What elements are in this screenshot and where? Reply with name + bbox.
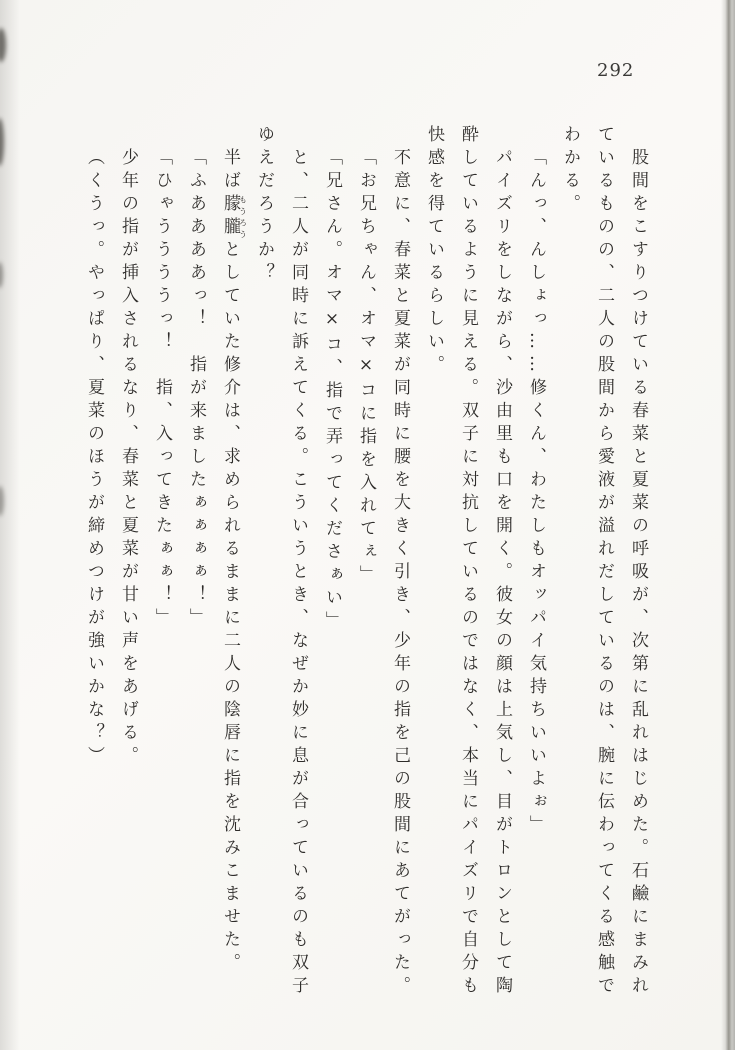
- text-line: ているものの、二人の股間から愛液が溢れだしているのは、腕に伝わってくる感触で: [594, 125, 614, 999]
- text-line: 「ひゃううううっ！ 指、入ってきたぁぁ！」: [152, 148, 172, 631]
- text-line: 「兄さん。オマ×コ、指で弄ってくださぁい」: [322, 148, 342, 634]
- text-line: パイズリをしながら、沙由里も口を開く。彼女の顔は上気し、目がトロンとして陶: [492, 148, 512, 999]
- text-line: 酔しているように見える。双子に対抗しているのではなく、本当にパイズリで自分も: [458, 125, 478, 999]
- text-line: 「ふああああっ！ 指が来ましたぁぁぁぁ！」: [186, 148, 206, 631]
- page-number: 292: [597, 60, 635, 81]
- binding-shadow: [0, 0, 20, 1050]
- text-line: 股間をこすりつけている春菜と夏菜の呼吸が、次第に乱れはじめた。石鹼にまみれ: [628, 148, 648, 999]
- vertical-text-block: [77, 125, 655, 1020]
- text-line: 不意に、春菜と夏菜が同時に腰を大きく引き、少年の指を己の股間にあてがった。: [390, 148, 410, 999]
- text-line: 快感を得ているらしい。: [424, 125, 444, 378]
- text-line: 少年の指が挿入されるなり、春菜と夏菜が甘い声をあげる。: [118, 148, 138, 769]
- text-line: 「んっ、んしょっ……修くん、わたしもオッパイ気持ちいいよぉ」: [526, 148, 546, 838]
- text-line: 「お兄ちゃん、オマ×コに指を入れてぇ」: [356, 148, 376, 588]
- text-line: ゆえだろうか？: [254, 125, 274, 286]
- text-line: と、二人が同時に訴えてくる。こういうとき、なぜか妙に息が合っているのも双子: [288, 148, 308, 999]
- text-line: （くうっ。やっぱり、夏菜のほうが締めつけが強いかな？）: [84, 148, 104, 769]
- text-line: わかる。: [560, 125, 580, 217]
- page-edge-strip: [721, 0, 735, 1050]
- text-line: 半ば朦朧もうろうとしていた修介は、求められるままに二人の陰唇に指を沈みこませた。: [220, 148, 248, 976]
